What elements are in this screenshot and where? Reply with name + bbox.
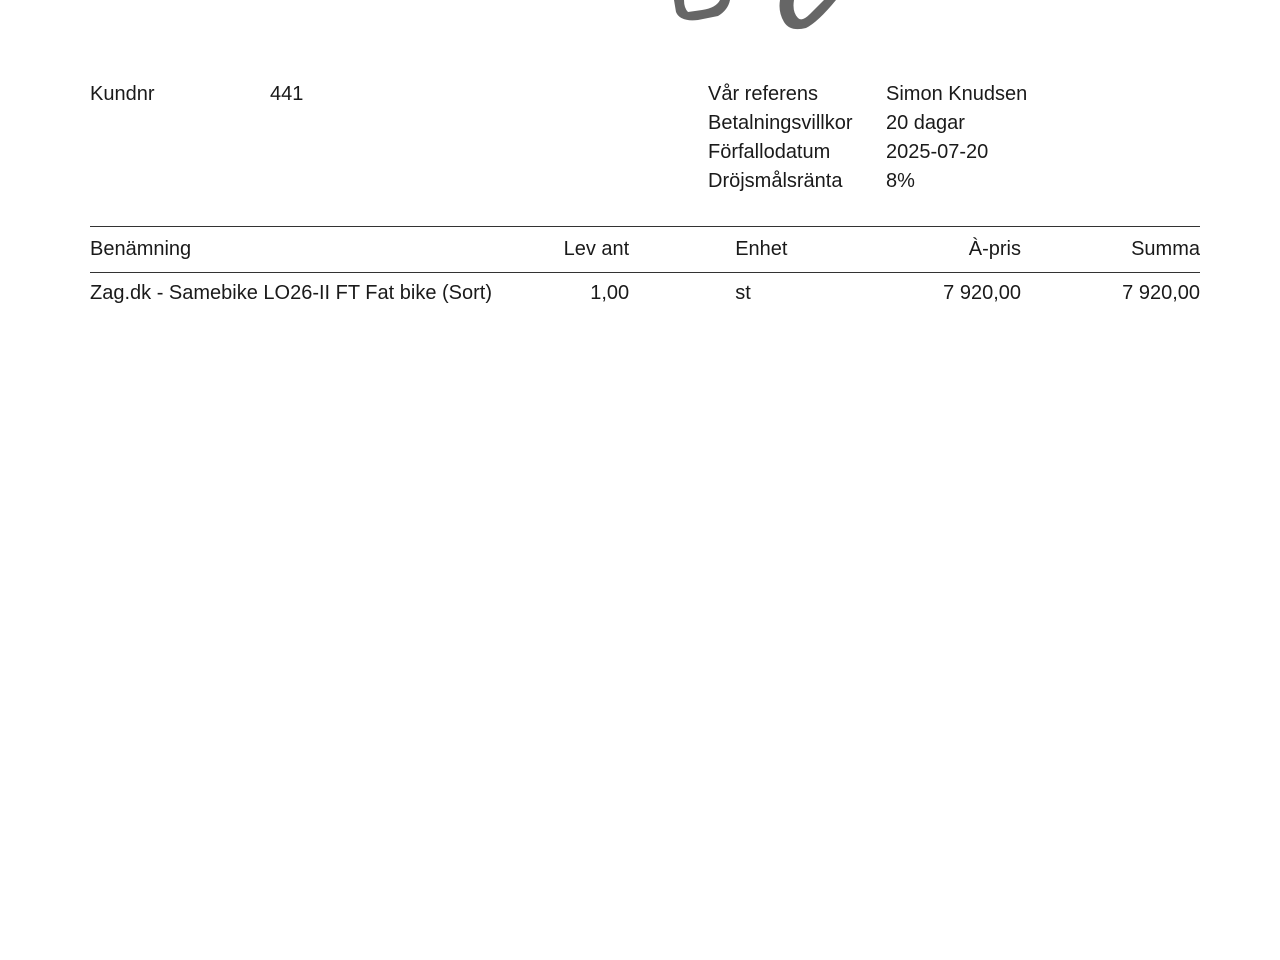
customer-info xyxy=(90,80,303,109)
item-description: Zag.dk - Samebike LO26-II FT Fat bike (Sort) xyxy=(90,281,492,304)
late-interest-value: 8% xyxy=(886,170,915,192)
customer-number-row xyxy=(90,80,303,109)
header-unit-price: À-pris xyxy=(968,238,1021,260)
header-unit: Enhet xyxy=(735,238,788,260)
payment-terms-value: 20 dagar xyxy=(886,112,965,134)
invoice-items-table xyxy=(90,226,1200,313)
header-description: Benämning xyxy=(90,238,192,260)
customer-number-value: 441 xyxy=(270,83,304,105)
table-header-row xyxy=(90,227,1200,273)
late-interest-row xyxy=(708,167,1027,196)
company-logo-fragment xyxy=(668,0,838,30)
due-date-value: 2025-07-20 xyxy=(886,141,989,163)
item-unit-price: 7 920,00 xyxy=(943,281,1021,304)
payment-terms-label: Betalningsvillkor xyxy=(708,112,853,134)
payment-terms-row xyxy=(708,109,1027,138)
due-date-label: Förfallodatum xyxy=(708,141,831,163)
header-quantity: Lev ant xyxy=(563,238,630,260)
reference-label: Vår referens xyxy=(708,83,819,105)
item-total: 7 920,00 xyxy=(1122,281,1200,304)
due-date-row xyxy=(708,138,1027,167)
reference-row xyxy=(708,80,1027,109)
reference-value: Simon Knudsen xyxy=(886,83,1028,105)
invoice-terms xyxy=(708,80,1027,196)
header-total: Summa xyxy=(1131,238,1200,260)
table-row xyxy=(90,273,1200,314)
item-quantity: 1,00 xyxy=(590,281,630,304)
late-interest-label: Dröjsmålsränta xyxy=(708,170,843,192)
customer-number-label: Kundnr xyxy=(90,83,155,105)
item-unit: st xyxy=(735,281,751,304)
